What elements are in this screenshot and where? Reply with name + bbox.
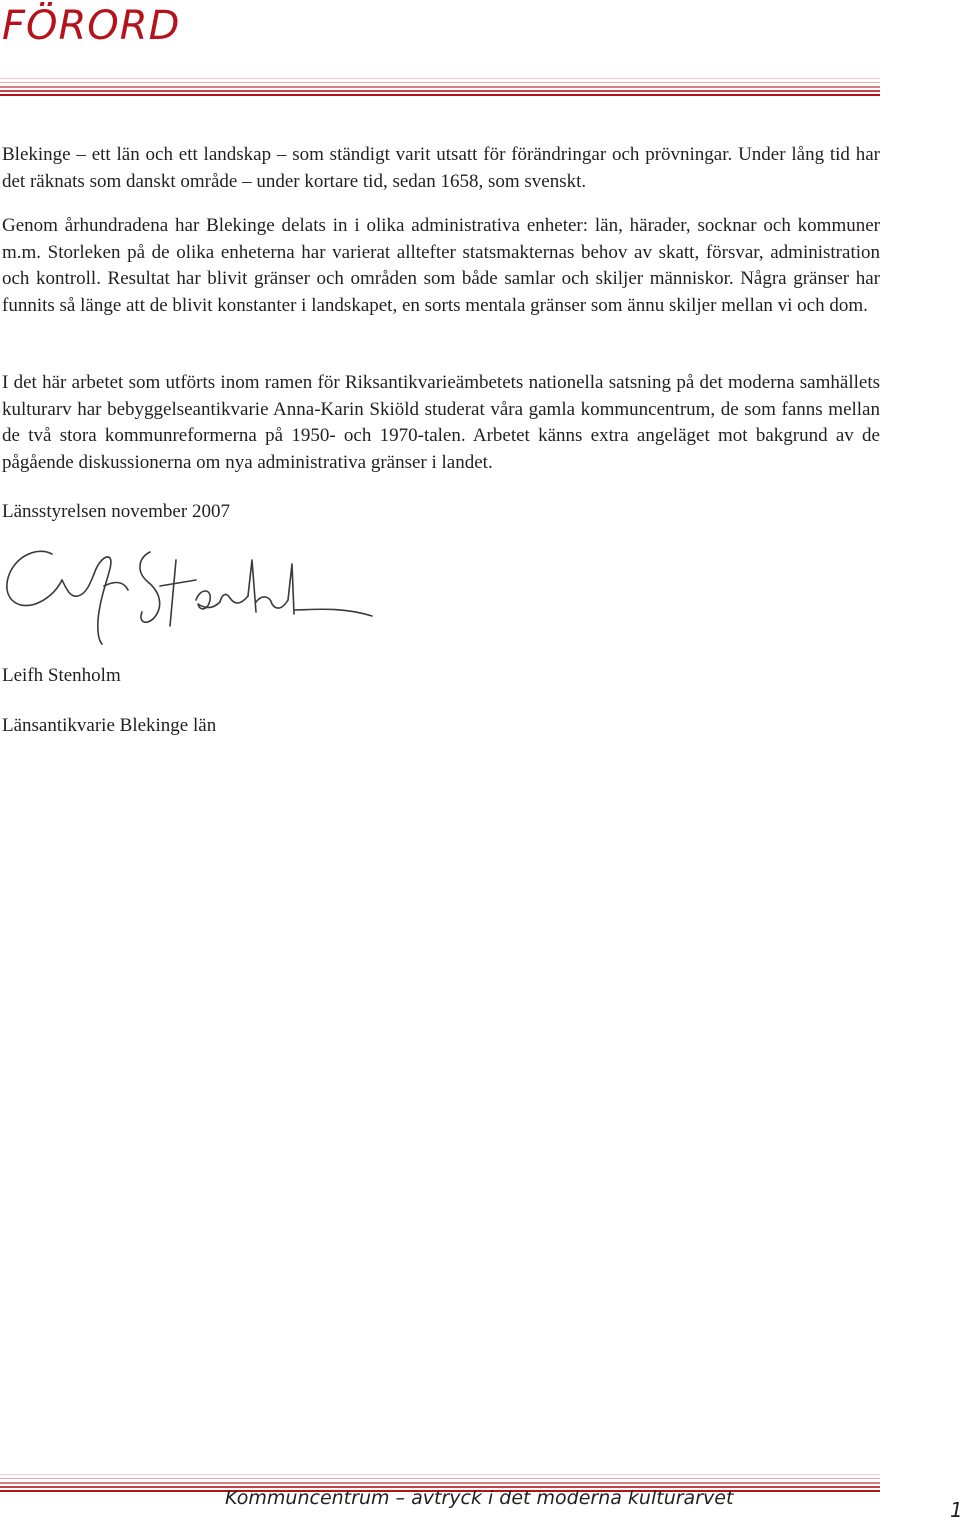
page-number: 1 [950,1498,963,1522]
footer-publication-title: Kommuncentrum – avtryck i det moderna kulturarvet [225,1487,734,1509]
header-rule [0,78,880,98]
paragraph-intro: Blekinge – ett län och ett landskap – som ständigt varit utsatt för förändringar och prövningar. Under lång tid har det räknats som danskt område – under kortare tid, sedan 1658, som svenskt. [2,144,880,192]
page-title: FÖRORD [2,3,181,49]
paragraph-project: I det här arbetet som utförts inom ramen för Riksantikvarieämbetets nationella satsning på det moderna samhällets kulturarv har bebyggelseantikvarie Anna-Karin Skiöld studerat våra gamla kommuncentrum, de som fanns mellan de två stora kommunreformerna på 1950- och 1970-talen. Arbetet känns extra angeläget mot bakgrund av de pågående diskussionerna om nya administrativa gränser i landet. [2,372,880,473]
handwritten-signature [0,540,380,650]
place-date: Länsstyrelsen november 2007 [2,501,230,522]
signatory-name: Leifh Stenholm [2,665,121,686]
signatory-role: Länsantikvarie Blekinge län [2,715,217,736]
paragraph-history: Genom århundradena har Blekinge delats in i olika administrativa enheter: län, härader, socknar och kommuner m.m. Storleken på de olika enheterna har varierat alltefter statsmakternas behov av skatt, försvar, administration och kontroll. Resultat har blivit gränser och områden som både samlar och skiljer människor. Några gränser har funnits så länge att de blivit konstanter i landskapet, en sorts mentala gränser som ännu skiljer mellan vi och dom. [2,215,880,316]
